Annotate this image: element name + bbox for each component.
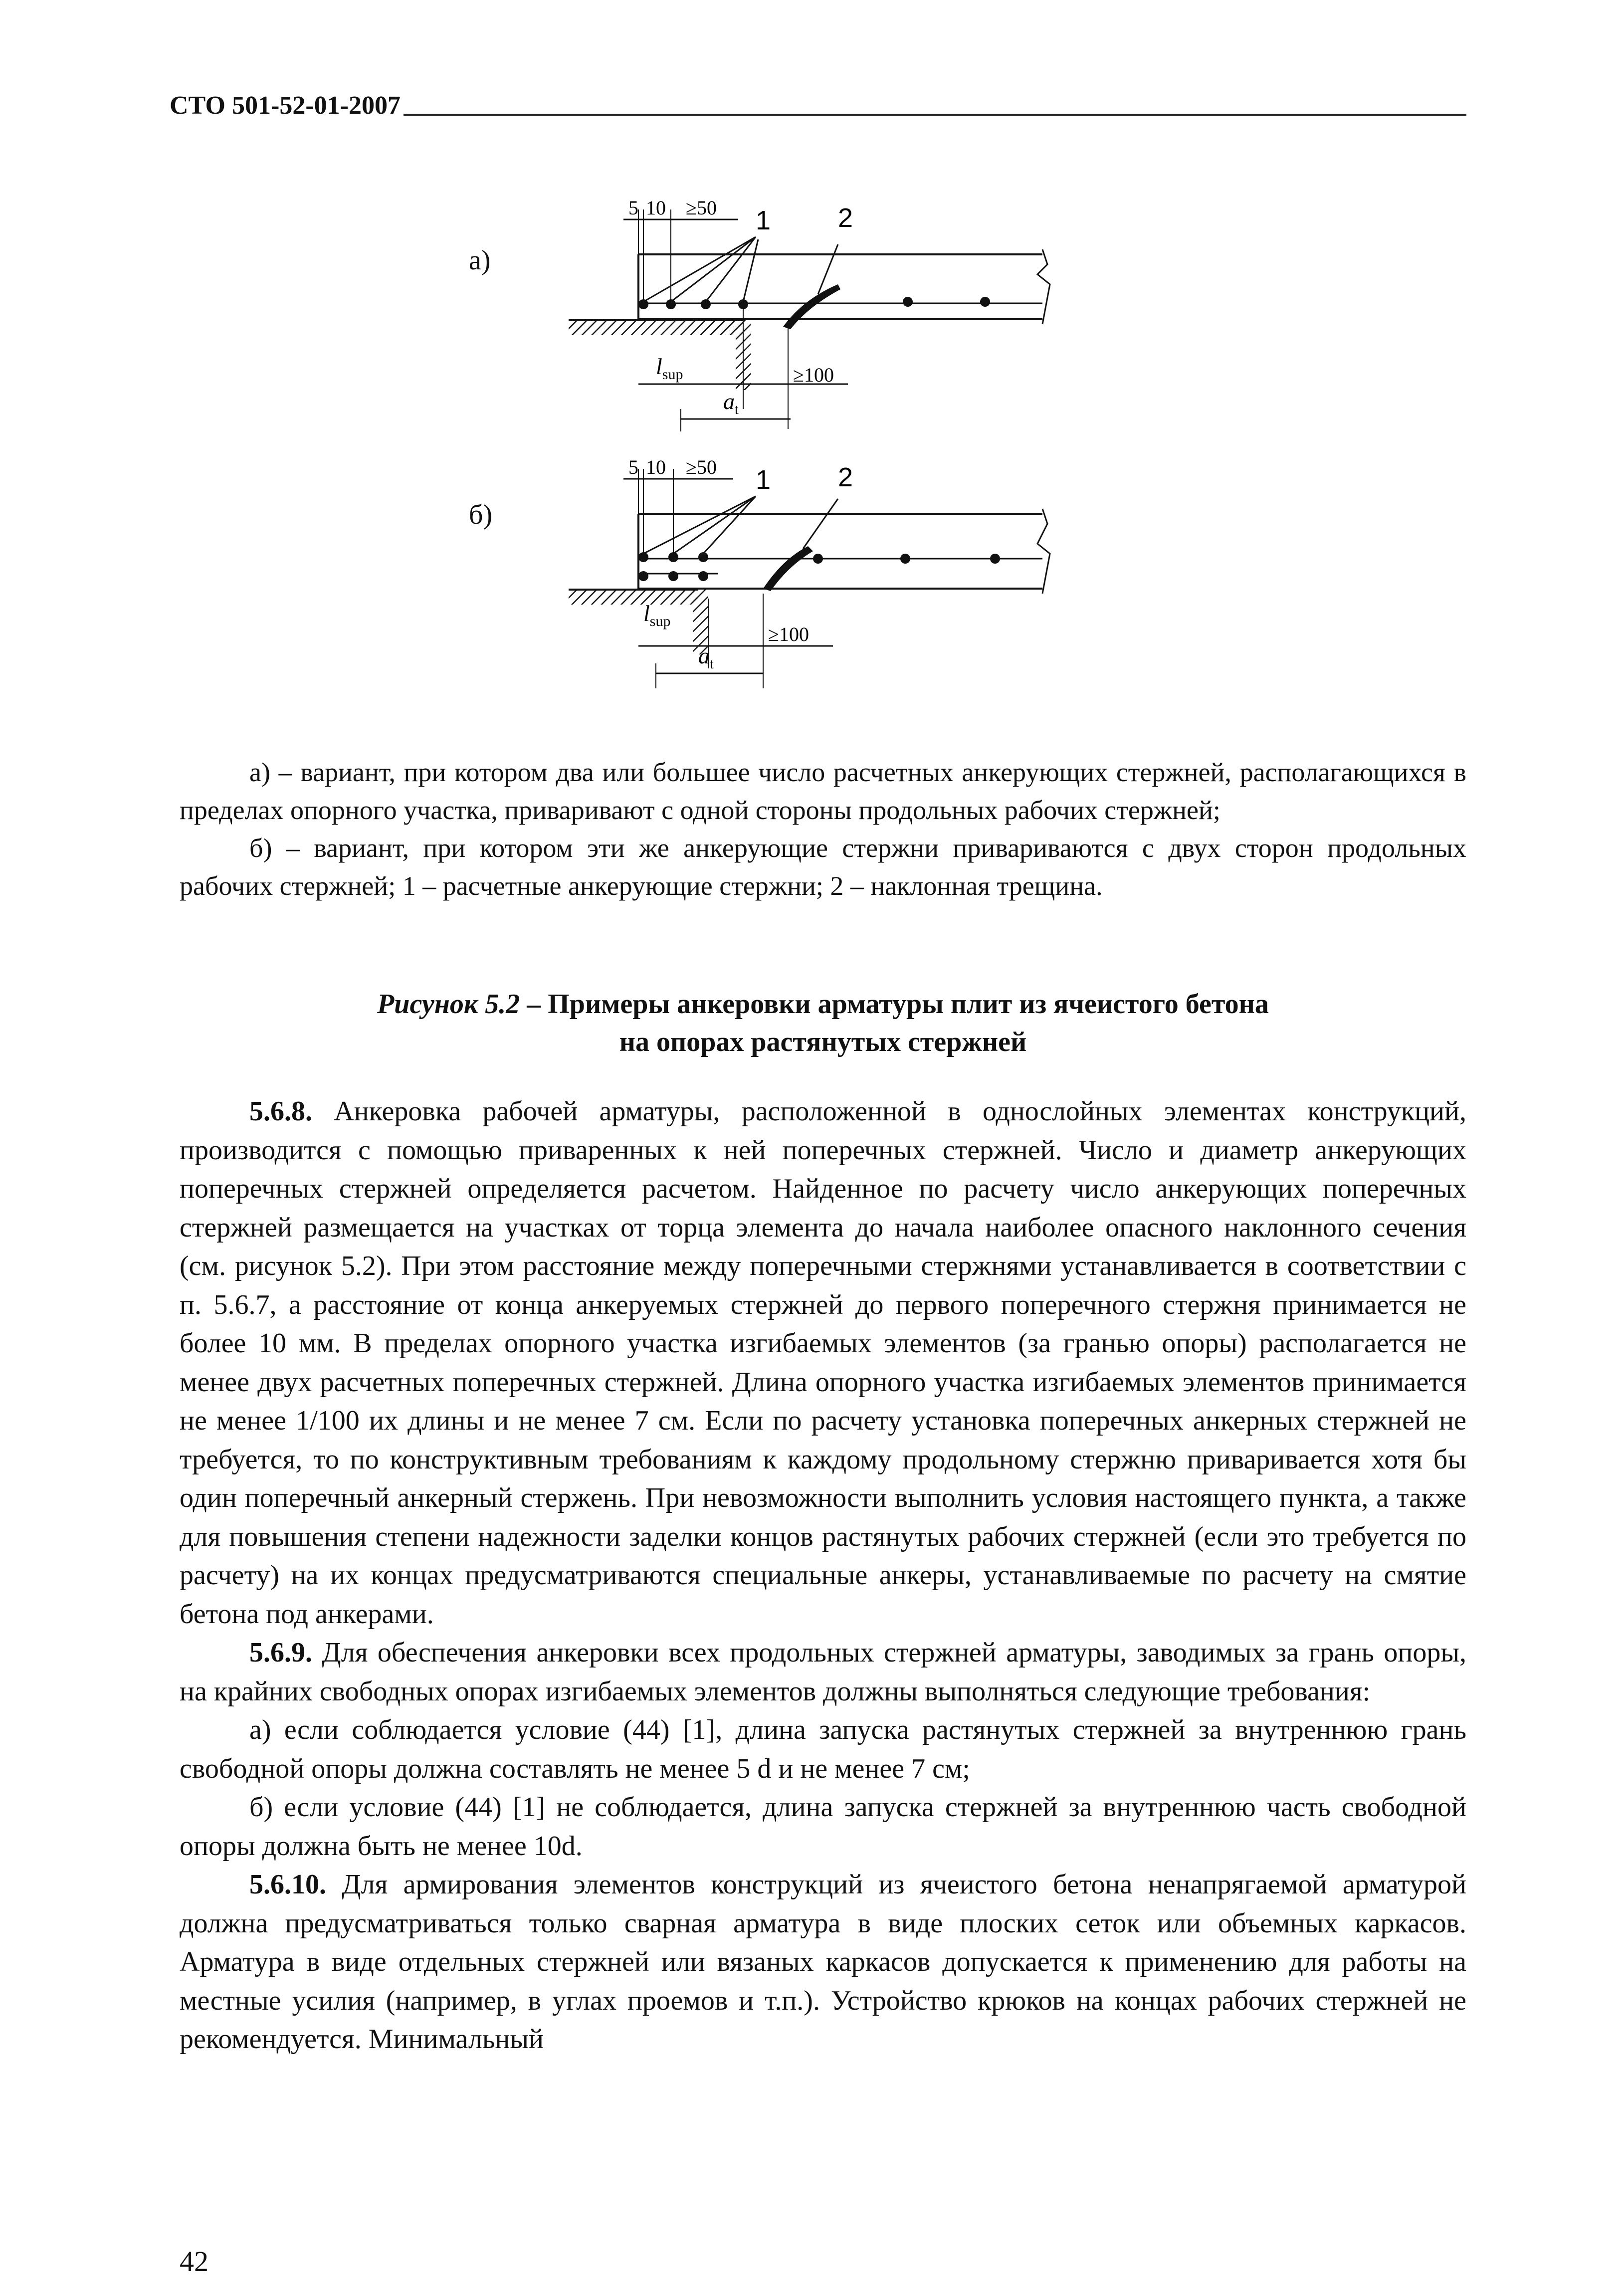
paragraph-text: а) если соблюдается условие (44) [1], длина запуска растянутых стержней за внутреннюю грань свободной опоры должна составлять не менее 5 d и не менее 7 см; [180, 1714, 1466, 1784]
paragraph-5-6-8 [180, 1092, 1466, 1634]
caption-para-b: б) – вариант, при котором эти же анкерующие стержни привариваются с двух сторон продольных рабочих стержней; 1 – расчетные анкерующие стержни; 2 – наклонная трещина. [180, 833, 1466, 901]
callout-2-b: 2 [838, 462, 853, 492]
paragraph-5-6-9-b [180, 1788, 1466, 1866]
figure-panel-b [569, 449, 1067, 708]
l-sup-b: $l_{sup}$ [643, 601, 671, 629]
figure-title [180, 985, 1466, 1061]
page-number: 42 [180, 2245, 208, 2278]
paragraph-text: б) если условие (44) [1] не соблюдается, длина запуска стержней за внутреннюю часть свободной опоры должна быть не менее 10d. [180, 1792, 1466, 1862]
body-text [180, 1092, 1466, 2059]
dim-5-b: 5 [628, 456, 638, 478]
figure-title-prefix: Рисунок 5.2 [377, 989, 520, 1020]
dim-50-b: ≥50 [686, 456, 717, 478]
figure-panel-a [569, 190, 1067, 449]
l-sup-a: $l_{sup}$ [656, 354, 683, 383]
paragraph-number: 5.6.10. [249, 1869, 326, 1900]
page-header [170, 84, 1466, 120]
callout-1-b: 1 [756, 465, 771, 495]
paragraph-5-6-9-a [180, 1711, 1466, 1788]
figure-title-line2: на опорах растянутых стержней [619, 1027, 1027, 1057]
dim-100-a: ≥100 [793, 364, 834, 386]
doc-code: СТО 501-52-01-2007 [170, 91, 404, 120]
dim-10-b: 10 [646, 456, 666, 478]
dim-100-b: ≥100 [768, 623, 809, 645]
figure-caption [180, 753, 1466, 905]
callout-1-a: 1 [756, 206, 771, 235]
paragraph-text: Для армирования элементов конструкций из ячеистого бетона ненапрягаемой арматурой должна предусматриваться только сварная арматура в виде плоских сеток или объемных каркасов. Арматура в виде отдельных стержней или вязаных каркасов допускается к применению для работы на местные усилия (например, в углах проемов и т.п.). Устройство крюков на концах рабочих стержней не рекомендуется. Минимальный [180, 1869, 1466, 2055]
figure-title-line1: – Примеры анкеровки арматуры плит из ячеистого бетона [520, 989, 1269, 1020]
paragraph-number: 5.6.9. [249, 1637, 312, 1668]
callout-2-a: 2 [838, 203, 853, 233]
paragraph-text: Для обеспечения анкеровки всех продольных стержней арматуры, заводимых за грань опоры, на крайних свободных опорах изгибаемых элементов должны выполняться следующие требования: [180, 1637, 1466, 1707]
paragraph-5-6-10 [180, 1866, 1466, 2059]
a-t-b: $a_t$ [698, 643, 714, 672]
dim-10-a: 10 [646, 197, 666, 219]
panel-a-label: а) [469, 245, 491, 276]
panel-b-label: б) [469, 499, 493, 530]
paragraph-number: 5.6.8. [249, 1096, 312, 1127]
paragraph-text: Анкеровка рабочей арматуры, расположенной в однослойных элементах конструкций, производится с помощью приваренных к ней поперечных стержней. Число и диаметр анкерующих поперечных стержней определяется расчетом. Найденное по расчету число анкерующих поперечных стержней размещается на участках от торца элемента до начала наиболее опасного наклонного сечения (см. рисунок 5.2). При этом расстояние между поперечными стержнями устанавливается в соответствии с п. 5.6.7, а расстояние от конца анкеруемых стержней до первого поперечного стержня принимается не более 10 мм. В пределах опорного участка изгибаемых элементов (за гранью опоры) располагается не менее двух расчетных поперечных стержней. Длина опорного участка изгибаемых элементов принимается не менее 1/100 их длины и не менее 7 см. Если по расчету установка поперечных анкерных стержней не требуется, то по конструктивным требованиям к каждому продольному стержню приваривается хотя бы один поперечный анкерный стержень. При невозможности выполнить условия настоящего пункта, а также для повышения степени надежности заделки концов растянутых рабочих стержней (если это требуется по расчету) на их концах предусматриваются специальные анкеры, устанавливаемые по расчету на смятие бетона под анкерами. [180, 1096, 1466, 1630]
a-t-a: $a_t$ [723, 389, 739, 417]
paragraph-5-6-9 [180, 1634, 1466, 1711]
dim-50-a: ≥50 [686, 197, 717, 219]
dim-5-a: 5 [628, 197, 638, 219]
caption-para-a: а) – вариант, при котором два или большее число расчетных анкерующих стержней, располагающихся в пределах опорного участка, приваривают с одной стороны продольных рабочих стержней; [180, 757, 1466, 825]
